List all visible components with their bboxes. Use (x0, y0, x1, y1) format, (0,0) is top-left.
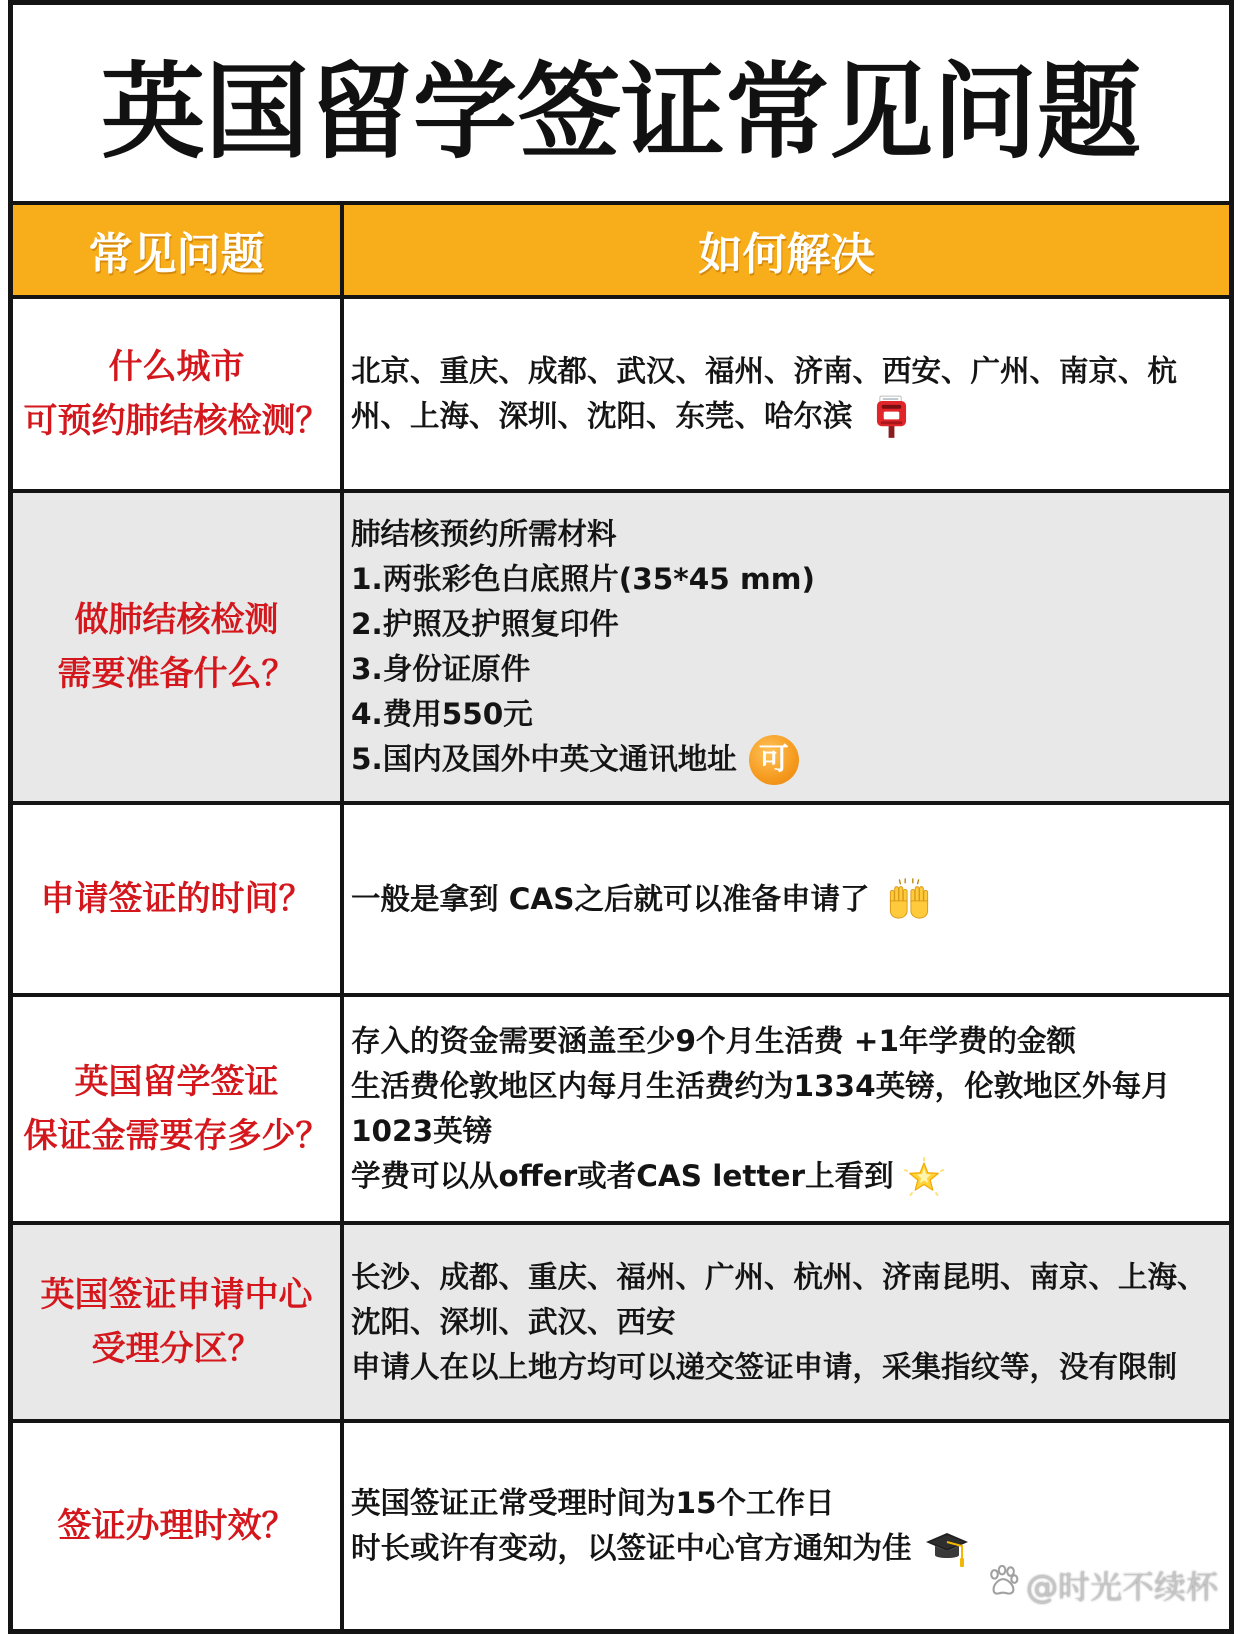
answer-cell-application-centers (344, 1225, 1229, 1419)
answer-line-text: 申请人在以上地方均可以递交签证申请，采集指纹等，没有限制 (351, 1349, 1178, 1384)
answer-line (351, 1255, 1207, 1300)
answer-line (351, 1019, 1076, 1064)
question-cell-application-centers (13, 1225, 340, 1419)
question-cell-tb-test-cities (13, 299, 340, 489)
answer-line-text: 长沙、成都、重庆、福州、广州、杭州、济南昆明、南京、上海、 (351, 1259, 1207, 1294)
answer-line-text: 2.护照及护照复印件 (351, 607, 619, 641)
answer-line-text: 5.国内及国外中英文通讯地址 (351, 742, 737, 776)
answer-line (351, 557, 815, 602)
answer-cell-deposit-amount (344, 997, 1229, 1221)
answer-cell-tb-test-materials (344, 493, 1229, 801)
paw-icon (986, 1564, 1020, 1606)
question-cell-visa-timing (13, 805, 340, 993)
answer-cell-visa-timing (344, 805, 1229, 993)
page-title: 英国留学签证常见问题 (13, 5, 1229, 201)
answer-line (351, 394, 908, 439)
answer-line-text: 沈阳、深圳、武汉、西安 (351, 1304, 676, 1339)
answer-line (351, 349, 1177, 394)
answer-line-text: 肺结核预约所需材料 (351, 517, 617, 551)
header-question: 常见问题 (13, 205, 340, 295)
question-line: 什么城市 (108, 347, 245, 387)
question-line: 受理分区？ (91, 1329, 262, 1369)
answer-line (351, 1481, 835, 1526)
answer-line-text: 生活费伦敦地区内每月生活费约为1334英镑，伦敦地区外每月 (351, 1069, 1171, 1103)
question-cell-deposit-amount (13, 997, 340, 1221)
question-cell-processing-time (13, 1423, 340, 1629)
answer-line-text: 4.费用550元 (351, 697, 533, 731)
answer-line (351, 1526, 970, 1571)
faq-table (8, 0, 1234, 1634)
answer-line-text: 3.身份证原件 (351, 652, 531, 686)
answer-line-text: 一般是拿到 CAS之后就可以准备申请了 (351, 881, 870, 916)
answer-line-text: 州、上海、深圳、沈阳、东莞、哈尔滨 (351, 399, 853, 433)
answer-cell-tb-test-cities (344, 299, 1229, 489)
answer-line (351, 877, 930, 922)
header-answer: 如何解决 (344, 205, 1229, 295)
question-line: 做肺结核检测 (74, 600, 279, 640)
answer-line (351, 1300, 676, 1345)
graduation-cap-icon (924, 1527, 970, 1571)
answer-line-text: 北京、重庆、成都、武汉、福州、济南、西安、广州、南京、杭 (351, 354, 1178, 388)
answer-line-text: 存入的资金需要涵盖至少9个月生活费 +1年学费的金额 (351, 1024, 1077, 1058)
answer-line-text: 1023英镑 (351, 1114, 493, 1148)
watermark (986, 1562, 1218, 1608)
answer-line-text: 1.两张彩色白底照片(35*45 mm) (351, 562, 815, 596)
answer-line (351, 737, 799, 782)
answer-line-text: 时长或许有变动，以签证中心官方通知为佳 (351, 1531, 912, 1565)
answer-line-text: 学费可以从offer或者CAS letter上看到 (351, 1159, 894, 1193)
question-line: 英国签证申请中心 (40, 1275, 313, 1315)
answer-line (351, 1345, 1177, 1390)
question-line: 申请签证的时间？ (40, 879, 313, 919)
question-line: 签证办理时效？ (57, 1506, 296, 1546)
answer-line (351, 602, 619, 647)
postbox-icon (875, 395, 908, 438)
answer-line (351, 1064, 1171, 1109)
question-line: 需要准备什么？ (57, 654, 296, 694)
answer-line (351, 1109, 492, 1154)
answer-line (351, 512, 617, 557)
accept-icon: 可 (749, 735, 799, 785)
question-cell-tb-test-materials (13, 493, 340, 801)
answer-line (351, 692, 533, 737)
question-line: 可预约肺结核检测？ (23, 401, 330, 441)
answer-line-text: 英国签证正常受理时间为15个工作日 (351, 1486, 835, 1520)
answer-line (351, 1154, 944, 1199)
raised-hands-icon (888, 878, 930, 920)
watermark-text: @时光不续杯 (1025, 1568, 1218, 1606)
question-line: 保证金需要存多少？ (23, 1116, 330, 1156)
glowing-star-icon (904, 1157, 944, 1197)
answer-line (351, 647, 530, 692)
question-line: 英国留学签证 (74, 1062, 279, 1102)
